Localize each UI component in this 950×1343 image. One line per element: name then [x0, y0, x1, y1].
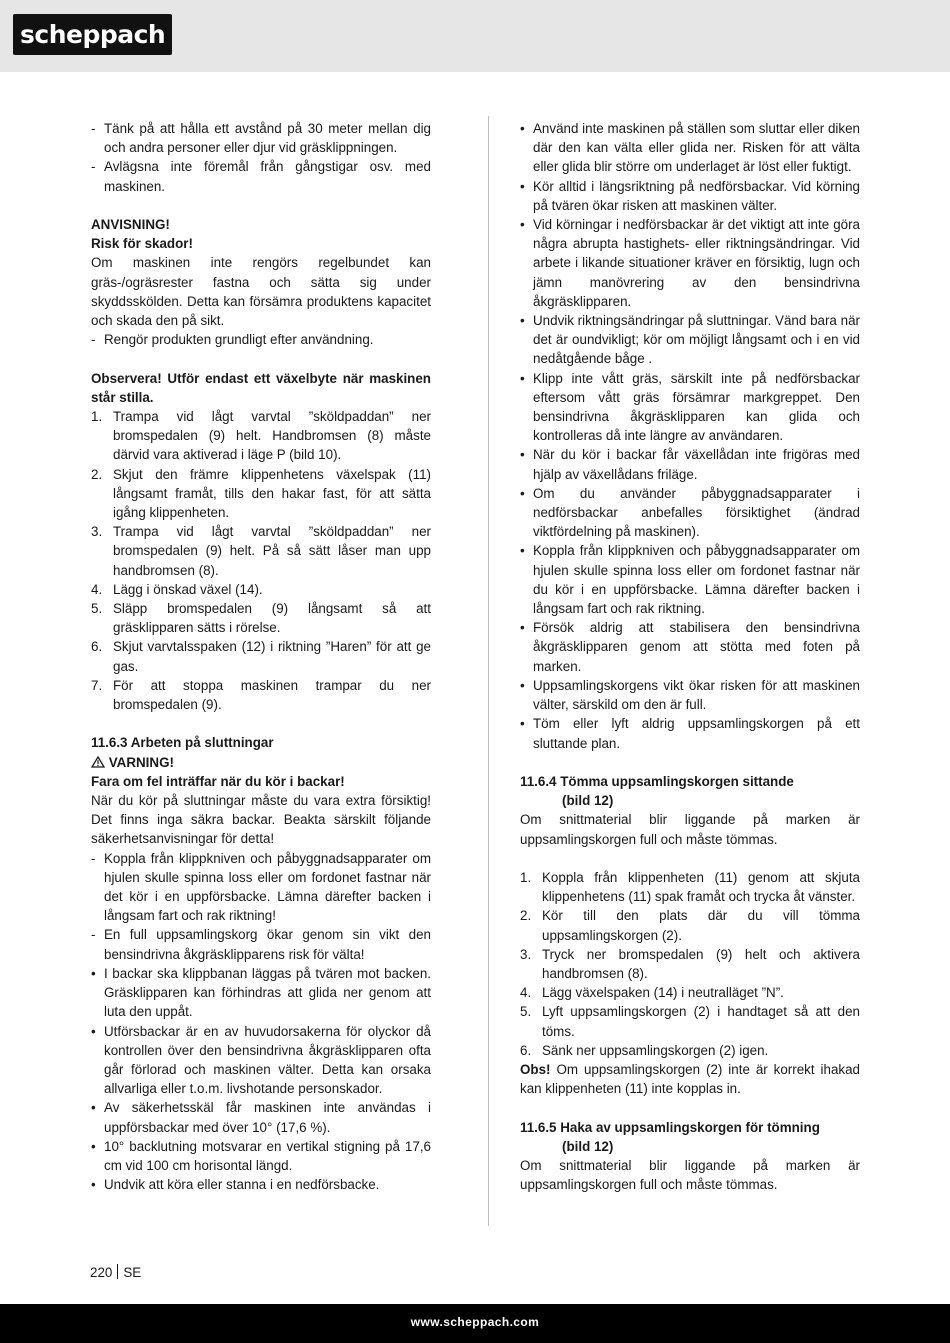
list-item: 7. För att stoppa maskinen trampar du ner bromspedalen (9). — [91, 677, 431, 713]
section-subheading-11-6-4: (bild 12) — [562, 793, 614, 809]
danger-heading: Fara om fel inträffar när du kör i backar! — [91, 773, 345, 789]
left-column — [91, 119, 431, 1194]
list-item: 5. Lyft uppsamlingskorgen (2) i handtaget så att den töms. — [520, 1004, 860, 1039]
slope-safety-list — [91, 849, 431, 1195]
list-item: • Vid körningar i nedförsbackar är det viktigt att inte göra några abrupta hastighets- eller riktningsändringar. Vid arbete i likande situationer kräver en försiktig, lugn och jämn manövrering av den bensindrivna åkgräsklipparen. — [520, 217, 860, 309]
list-item: 6. Sänk ner uppsamlingskorgen (2) igen. — [520, 1042, 769, 1058]
gear-change-steps — [91, 407, 431, 714]
list-item: • Töm eller lyft aldrig uppsamlingskorgen på ett sluttande plan. — [520, 716, 860, 751]
list-item: • 10° backlutning motsvarar en vertikal stigning på 17,6 cm vid 100 cm horisontal längd. — [91, 1138, 431, 1173]
list-item: - Avlägsna inte föremål från gångstigar osv. med maskinen. — [91, 159, 431, 194]
list-item: 2. Skjut den främre klippenhetens växelspak (11) långsamt framåt, tills den hakar fast, för att sätta igång klippenheten. — [91, 466, 431, 521]
list-item: 1. Trampa vid lågt varvtal ”sköldpaddan” ner bromspedalen (9) helt. Handbromsen (8) måste därvid vara aktiverad i läge P (bild 10). — [91, 409, 431, 463]
dash-list-2 — [91, 330, 431, 349]
list-item: - Tänk på att hålla ett avstånd på 30 meter mellan dig och andra personer eller djur vid gräsklippningen. — [91, 121, 431, 156]
notice-heading: ANVISNING! — [91, 217, 170, 232]
section-subheading-11-6-5: (bild 12) — [562, 1138, 614, 1154]
language-code: SE — [123, 1265, 142, 1280]
list-item: • Om du använder påbyggnadsapparater i nedförsbackar anbefalles försiktighet (ändrad viktfördelning på maskinen). — [520, 485, 860, 540]
intro-11-6-5: Om snittmaterial blir liggande på marken är uppsamlingskorgen full och måste tömmas. — [520, 1157, 860, 1193]
list-item: • Undvik att köra eller stanna i en nedförsbacke. — [91, 1177, 380, 1193]
list-item: 3. Trampa vid lågt varvtal ”sköldpaddan” ner bromspedalen (9) helt. På så sätt låser man upp handbromsen (8). — [91, 524, 431, 578]
list-item: • Försök aldrig att stabilisera den bensindrivna åkgräsklipparen genom att stötta med foten på marken. — [520, 620, 860, 674]
column-divider — [488, 116, 489, 1226]
intro-11-6-4: Om snittmaterial blir liggande på marken är uppsamlingskorgen full och måste tömmas. — [520, 812, 860, 847]
section-heading-11-6-5: 11.6.5 Haka av uppsamlingskorgen för tömning — [520, 1119, 820, 1135]
emptying-steps — [520, 868, 860, 1060]
list-item: • Klipp inte vått gräs, särskilt inte på nedförsbackar eftersom vått gräs försämrar markgreppet. Den bensindrivna åkgräsklipparen kan glida och kontrolleras då inte längre av användaren. — [520, 370, 860, 444]
right-column — [520, 119, 860, 1194]
list-item: • Undvik riktningsändringar på sluttningar. Vänd bara när det är oundvikligt; kör om möjligt långsamt och i en vid nedåtgående båge . — [520, 313, 860, 367]
section-heading-11-6-3: 11.6.3 Arbeten på sluttningar — [91, 735, 274, 751]
notice-subheading: Risk för skador! — [91, 236, 193, 252]
list-item: 4. Lägg växelspaken (14) i neutralläget ”N”. — [520, 985, 784, 1001]
list-item: • Av säkerhetsskäl får maskinen inte användas i uppförsbackar med över 10° (17,6 %). — [91, 1100, 431, 1135]
list-item: • Använd inte maskinen på ställen som sluttar eller diken där den kan välta eller glida ner. Risken för att välta eller glida blir större om underlaget är löst eller fuktigt. — [520, 121, 860, 175]
scheppach-logo: scheppach — [13, 14, 172, 55]
list-item: - Rengör produkten grundligt efter användning. — [91, 332, 374, 348]
list-item: - En full uppsamlingskorg ökar genom sin vikt den bensindrivna åkgräsklipparens risk för välta! — [91, 927, 431, 962]
list-item: 1. Koppla från klippenheten (11) genom att skjuta klippenhetens (11) spak framåt och trycka åt vänster. — [520, 869, 860, 905]
list-item: • I backar ska klippbanan läggas på tvären mot backen. Gräsklipparen kan förhindras att glida ner genom att luta den uppåt. — [91, 965, 431, 1020]
list-item: 3. Tryck ner bromspedalen (9) helt och aktivera handbromsen (8). — [520, 946, 860, 981]
list-item: 2. Kör till den plats där du vill tömma uppsamlingskorgen (2). — [520, 908, 860, 943]
page-footer — [90, 1264, 141, 1280]
list-item: - Koppla från klippkniven och påbyggnadsapparater om hjulen skulle spinna loss eller om fordonet fastnar när det kör i en uppförsbacke. Lämna därefter backen i långsam fart och rak riktning! — [91, 850, 431, 924]
list-item: 6. Skjut varvtalsspaken (12) i riktning ”Haren” för att ge gas. — [91, 639, 431, 674]
warning-line: VARNING! — [91, 753, 431, 772]
page-number: 220 — [90, 1265, 113, 1280]
list-item: 5. Släpp bromspedalen (9) långsamt så att gräsklipparen sätts i rörelse. — [91, 601, 431, 636]
list-item: • Kör alltid i längsriktning på nedförsbackar. Vid körning på tvären ökar risken att maskinen välter. — [520, 178, 860, 213]
obs-note: Obs! Om uppsamlingskorgen (2) inte är korrekt ihakad kan klippenheten (11) inte kopplas in. — [520, 1061, 860, 1097]
list-item: 4. Lägg i önskad växel (14). — [91, 581, 263, 597]
list-item: • Uppsamlingskorgens vikt ökar risken för att maskinen välter, särskild om den är full. — [520, 677, 860, 713]
notice-text: Om maskinen inte rengörs regelbundet kan gräs-/ogräsrester fastna och sätta sig under skyddsskölden. Detta kan försämra produktens kapacitet och skada den på sikt. — [91, 255, 431, 329]
warning-icon — [91, 755, 105, 770]
list-item: • När du kör i backar får växellådan inte frigöras med hjälp av växellådans friläge. — [520, 447, 860, 482]
bottom-bar — [0, 1304, 950, 1343]
footer-separator — [117, 1264, 118, 1279]
website-link[interactable]: www.scheppach.com — [410, 1315, 540, 1329]
slope-bullets-continued — [520, 119, 860, 753]
observe-heading: Observera! Utför endast ett växelbyte när maskinen står stilla. — [91, 370, 431, 405]
header-bar — [0, 0, 950, 72]
list-item: • Koppla från klippkniven och påbyggnadsapparater om hjulen skulle spinna loss eller om fordonet fastnar när du kör i en uppförsbacke. Lämna därefter backen i långsam fart och rak riktning. — [520, 543, 860, 617]
section-heading-11-6-4: 11.6.4 Tömma uppsamlingskorgen sittande — [520, 773, 794, 789]
slope-intro: När du kör på sluttningar måste du vara extra försiktig! Det finns inga säkra backar. Beakta särskilt följande säkerhetsanvisningar för detta! — [91, 793, 431, 847]
dash-list-1 — [91, 119, 431, 196]
list-item: • Utförsbackar är en av huvudorsakerna för olyckor då kontrollen över den bensindrivna åkgräsklipparen ofta går förlorad och maskinen välter. Detta kan orsaka allvarliga eller t.o.m. livshotande personskador. — [91, 1023, 431, 1097]
